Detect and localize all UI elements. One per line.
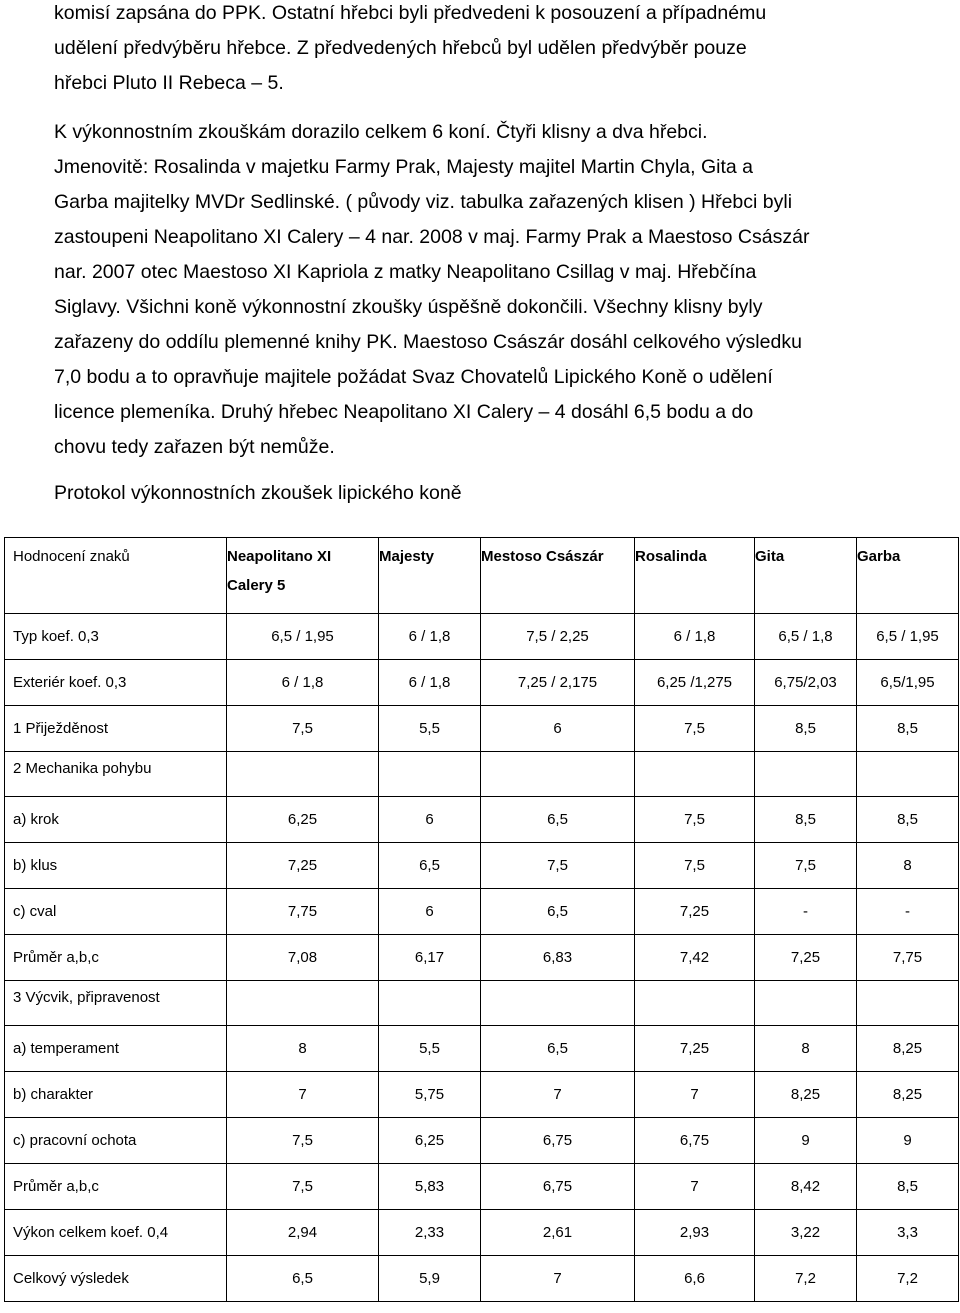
table-cell: 7,25 / 2,175 bbox=[481, 660, 635, 706]
table-cell: 7,5 bbox=[635, 706, 755, 752]
table-cell: 5,83 bbox=[379, 1164, 481, 1210]
table-cell: 7,5 bbox=[635, 797, 755, 843]
column-header: Garba bbox=[857, 538, 959, 614]
row-label: c) cval bbox=[5, 889, 227, 935]
table-cell bbox=[635, 752, 755, 797]
column-header: Neapolitano XI Calery 5 bbox=[227, 538, 379, 614]
row-label: Průměr a,b,c bbox=[5, 1164, 227, 1210]
table-cell bbox=[481, 752, 635, 797]
table-cell: 8,25 bbox=[857, 1072, 959, 1118]
table-cell: 6,5 / 1,8 bbox=[755, 614, 857, 660]
table-row bbox=[5, 797, 959, 843]
row-label: b) charakter bbox=[5, 1072, 227, 1118]
row-label: a) krok bbox=[5, 797, 227, 843]
column-header: Majesty bbox=[379, 538, 481, 614]
protocol-table bbox=[4, 537, 959, 1302]
table-cell bbox=[379, 981, 481, 1026]
results-paragraph bbox=[54, 115, 924, 465]
table-cell: 7 bbox=[481, 1072, 635, 1118]
table-cell: 6,5 bbox=[379, 843, 481, 889]
table-cell: 7,08 bbox=[227, 935, 379, 981]
table-cell: 6,17 bbox=[379, 935, 481, 981]
text-line: Jmenovitě: Rosalinda v majetku Farmy Prak, Majesty majitel Martin Chyla, Gita a bbox=[54, 156, 753, 178]
table-row bbox=[5, 843, 959, 889]
table-cell bbox=[755, 752, 857, 797]
table-body bbox=[5, 614, 959, 1302]
table-row bbox=[5, 981, 959, 1026]
text-line: 7,0 bodu a to opravňuje majitele požádat Svaz Chovatelů Lipického Koně o udělení bbox=[54, 366, 773, 388]
table-cell: 3,22 bbox=[755, 1210, 857, 1256]
table-cell: 9 bbox=[857, 1118, 959, 1164]
table-cell: 8,5 bbox=[857, 1164, 959, 1210]
table-cell: 9 bbox=[755, 1118, 857, 1164]
table-cell: 6,75 bbox=[481, 1118, 635, 1164]
row-label: Exteriér koef. 0,3 bbox=[5, 660, 227, 706]
table-cell: 7 bbox=[227, 1072, 379, 1118]
table-cell: 6 / 1,8 bbox=[635, 614, 755, 660]
table-cell: 6,6 bbox=[635, 1256, 755, 1302]
table-cell: 8,42 bbox=[755, 1164, 857, 1210]
text-line: chovu tedy zařazen být nemůže. bbox=[54, 436, 335, 458]
table-cell: 6,5 bbox=[481, 1026, 635, 1072]
table-cell: 7,2 bbox=[755, 1256, 857, 1302]
table-cell: 8,5 bbox=[755, 706, 857, 752]
text-line: zastoupeni Neapolitano XI Calery – 4 nar. 2008 v maj. Farmy Prak a Maestoso Császár bbox=[54, 226, 810, 248]
table-cell: 7,75 bbox=[857, 935, 959, 981]
table-row bbox=[5, 614, 959, 660]
table-row bbox=[5, 889, 959, 935]
table-cell: 6,5/1,95 bbox=[857, 660, 959, 706]
row-label: Průměr a,b,c bbox=[5, 935, 227, 981]
table-cell: 8,25 bbox=[755, 1072, 857, 1118]
row-label: 1 Přiježděnost bbox=[5, 706, 227, 752]
table-cell: 7,5 bbox=[227, 706, 379, 752]
table-row bbox=[5, 706, 959, 752]
table-cell: 7,75 bbox=[227, 889, 379, 935]
table-header-row bbox=[5, 538, 959, 614]
table-cell: 5,5 bbox=[379, 1026, 481, 1072]
table-cell bbox=[755, 981, 857, 1026]
table-cell: 6,5 / 1,95 bbox=[857, 614, 959, 660]
table-cell bbox=[857, 981, 959, 1026]
table-cell: 7,5 bbox=[227, 1118, 379, 1164]
text-line: hřebci Pluto II Rebeca – 5. bbox=[54, 72, 284, 94]
row-label: Celkový výsledek bbox=[5, 1256, 227, 1302]
table-cell: 5,5 bbox=[379, 706, 481, 752]
table-cell: 2,93 bbox=[635, 1210, 755, 1256]
text-line: komisí zapsána do PPK. Ostatní hřebci byli předvedeni k posouzení a případnému bbox=[54, 2, 767, 24]
text-line: licence plemeníka. Druhý hřebec Neapolitano XI Calery – 4 dosáhl 6,5 bodu a do bbox=[54, 401, 754, 423]
table-cell: 7 bbox=[635, 1072, 755, 1118]
table-cell: 2,33 bbox=[379, 1210, 481, 1256]
table-cell: 7,2 bbox=[857, 1256, 959, 1302]
text-line: Garba majitelky MVDr Sedlinské. ( původy viz. tabulka zařazených klisen ) Hřebci byli bbox=[54, 191, 793, 213]
table-cell: 8 bbox=[227, 1026, 379, 1072]
table-cell: 6,5 / 1,95 bbox=[227, 614, 379, 660]
table-row bbox=[5, 1118, 959, 1164]
row-label: c) pracovní ochota bbox=[5, 1118, 227, 1164]
table-row bbox=[5, 935, 959, 981]
table-cell: 7,25 bbox=[635, 889, 755, 935]
table-cell: 6,75 bbox=[481, 1164, 635, 1210]
table-cell: 7,25 bbox=[755, 935, 857, 981]
table-cell bbox=[227, 752, 379, 797]
text-line: Siglavy. Všichni koně výkonnostní zkoušky úspěšně dokončili. Všechny klisny byly bbox=[54, 296, 763, 318]
table-cell: 7,5 bbox=[635, 843, 755, 889]
table-cell: 6,25 bbox=[379, 1118, 481, 1164]
table-cell: 8,25 bbox=[857, 1026, 959, 1072]
table-cell: 8,5 bbox=[857, 706, 959, 752]
table-row bbox=[5, 1210, 959, 1256]
row-label: Výkon celkem koef. 0,4 bbox=[5, 1210, 227, 1256]
table-cell: 2,61 bbox=[481, 1210, 635, 1256]
table-cell: 6 / 1,8 bbox=[379, 660, 481, 706]
table-cell: 7,5 / 2,25 bbox=[481, 614, 635, 660]
row-label: b) klus bbox=[5, 843, 227, 889]
row-label: 2 Mechanika pohybu bbox=[5, 752, 227, 797]
table-cell: 6,5 bbox=[227, 1256, 379, 1302]
table-cell: 6 bbox=[379, 889, 481, 935]
table-cell: 7 bbox=[635, 1164, 755, 1210]
text-line: zařazeny do oddílu plemenné knihy PK. Maestoso Császár dosáhl celkového výsledku bbox=[54, 331, 802, 353]
text-line: K výkonnostním zkouškám dorazilo celkem 6 koní. Čtyři klisny a dva hřebci. bbox=[54, 121, 708, 143]
table-cell: 8 bbox=[755, 1026, 857, 1072]
table-cell: 8,5 bbox=[755, 797, 857, 843]
table-cell: 8 bbox=[857, 843, 959, 889]
text-line: udělení předvýběru hřebce. Z předvedených hřebců byl udělen předvýběr pouze bbox=[54, 37, 747, 59]
table-cell: 7,25 bbox=[227, 843, 379, 889]
table-cell: - bbox=[857, 889, 959, 935]
table-cell: 6 / 1,8 bbox=[227, 660, 379, 706]
table-row bbox=[5, 1072, 959, 1118]
intro-paragraph bbox=[54, 0, 924, 101]
table-cell bbox=[481, 981, 635, 1026]
row-label: a) temperament bbox=[5, 1026, 227, 1072]
table-cell: 6,25 bbox=[227, 797, 379, 843]
table-cell bbox=[635, 981, 755, 1026]
table-cell: 7,42 bbox=[635, 935, 755, 981]
table-cell: 6,25 /1,275 bbox=[635, 660, 755, 706]
table-cell: 6 bbox=[481, 706, 635, 752]
row-label: Typ koef. 0,3 bbox=[5, 614, 227, 660]
table-cell: 7,25 bbox=[635, 1026, 755, 1072]
table-cell: 3,3 bbox=[857, 1210, 959, 1256]
table-cell bbox=[227, 981, 379, 1026]
table-cell: 6,75/2,03 bbox=[755, 660, 857, 706]
row-label: 3 Výcvik, připravenost bbox=[5, 981, 227, 1026]
table-cell: 7,5 bbox=[227, 1164, 379, 1210]
table-cell: 6,75 bbox=[635, 1118, 755, 1164]
table-row bbox=[5, 1164, 959, 1210]
table-cell: 6,5 bbox=[481, 889, 635, 935]
column-header: Mestoso Császár bbox=[481, 538, 635, 614]
table-cell bbox=[379, 752, 481, 797]
table-cell: 5,75 bbox=[379, 1072, 481, 1118]
table-cell: 6 / 1,8 bbox=[379, 614, 481, 660]
table-title: Protokol výkonnostních zkoušek lipického koně bbox=[54, 482, 462, 504]
table-cell: 8,5 bbox=[857, 797, 959, 843]
column-header: Hodnocení znaků bbox=[5, 538, 227, 614]
table-row bbox=[5, 1256, 959, 1302]
table-row bbox=[5, 752, 959, 797]
text-line: nar. 2007 otec Maestoso XI Kapriola z matky Neapolitano Csillag v maj. Hřebčína bbox=[54, 261, 757, 283]
table-cell: 6,5 bbox=[481, 797, 635, 843]
column-header: Gita bbox=[755, 538, 857, 614]
table-cell: 7,5 bbox=[481, 843, 635, 889]
table-cell: 5,9 bbox=[379, 1256, 481, 1302]
table-cell: 2,94 bbox=[227, 1210, 379, 1256]
table-cell bbox=[857, 752, 959, 797]
table-cell: 6 bbox=[379, 797, 481, 843]
table-row bbox=[5, 660, 959, 706]
column-header: Rosalinda bbox=[635, 538, 755, 614]
table-row bbox=[5, 1026, 959, 1072]
table-cell: 7 bbox=[481, 1256, 635, 1302]
table-cell: - bbox=[755, 889, 857, 935]
table-cell: 6,83 bbox=[481, 935, 635, 981]
table-cell: 7,5 bbox=[755, 843, 857, 889]
